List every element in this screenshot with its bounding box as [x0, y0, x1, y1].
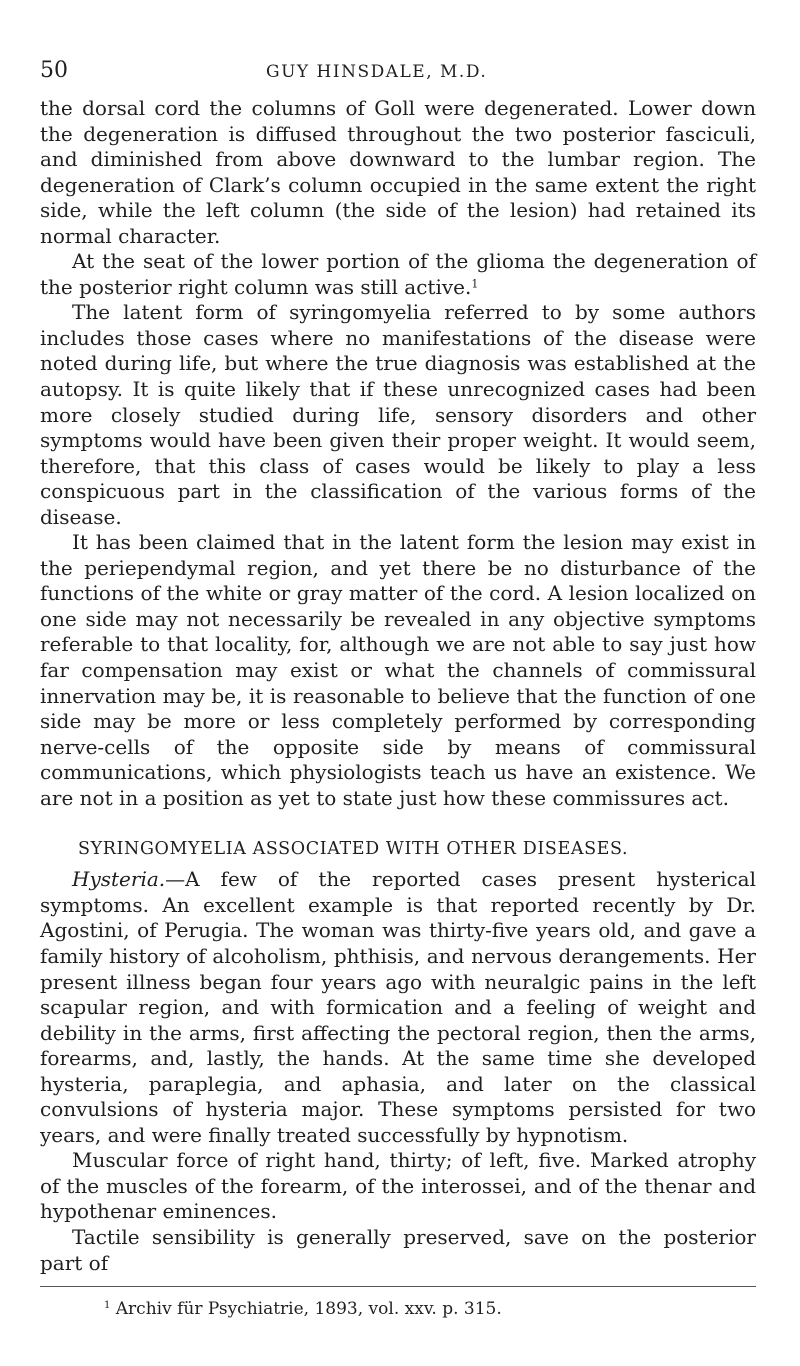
paragraph-tactile: Tactile sensibility is generally preserved, save on the posterior part of [40, 1224, 756, 1275]
paragraph-continued: the dorsal cord the columns of Goll were degenerated. Lower down the degeneration is diffused throughout the two posterior fasciculi, and diminished from above downward to the lumbar region. The degeneration of Clark’s column occupied in the same extent the right side, while the left column (the side of the lesion) had retained its normal character. [40, 96, 756, 248]
paragraph-muscular-force: Muscular force of right hand, thirty; of left, five. Marked atrophy of the muscles of the forearm, of the interossei, and of the thenar and hypothenar eminences. [40, 1148, 756, 1224]
paragraph-hysteria: Hysteria.—A few of the reported cases present hysterical symptoms. An excellent example is that reported recently by Dr. Agostini, of Perugia. The woman was thirty-five years old, and gave a family history of alcoholism, phthisis, and nervous derangements. Her present illness began four years ago with neuralgic pains in the left scapular region, and with formication and a feeling of weight and debility in the arms, first affecting the pectoral region, then the arms, forearms, and, lastly, the hands. At the same time she developed hysteria, paraplegia, and aphasia, and later on the classical convulsions of hysteria major. These symptoms persisted for two years, and were finally treated successfully by hypnotism. [40, 867, 756, 1147]
footnote-divider [40, 1286, 756, 1287]
footnote-reference: 1 [471, 277, 479, 291]
paragraph-latent-form: The latent form of syringomyelia referred to by some authors includes those cases where no manifestations of the disease were noted during life, but where the true diagnosis was established at the autopsy. It is quite likely that if these unrecognized cases had been more closely studied during life, sensory disorders and other symptoms would have been given their proper weight. It would seem, therefore, that this class of cases would be likely to play a less conspicuous part in the classification of the various forms of the disease. [40, 300, 756, 529]
running-header [40, 58, 756, 88]
book-page [40, 58, 756, 1321]
running-title: GUY HINSDALE, M.D. [266, 62, 488, 82]
body-text [40, 96, 756, 1276]
footnote-text: Archiv für Psychiatrie, 1893, vol. xxv. p. 315. [115, 1299, 502, 1320]
paragraph-periependymal: It has been claimed that in the latent form the lesion may exist in the periependymal region, and yet there be no disturbance of the functions of the white or gray matter of the cord. A lesion localized on one side may not necessarily be revealed in any objective symptoms referable to that locality, for, although we are not able to say just how far compensation may exist or what the channels of commissural innervation may be, it is reasonable to believe that the function of one side may be more or less completely performed by corresponding nerve-cells of the opposite side by means of commissural communications, which physiologists teach us have an existence. We are not in a position as yet to state just how these commissures act. [40, 530, 756, 810]
run-in-heading: Hysteria. [72, 867, 166, 892]
footnote [40, 1297, 756, 1321]
page-number: 50 [40, 58, 68, 83]
paragraph-glioma: At the seat of the lower portion of the glioma the degeneration of the posterior right column was still active.$^1$ [40, 249, 756, 299]
section-heading: SYRINGOMYELIA ASSOCIATED WITH OTHER DISEASES. [78, 839, 629, 860]
footnote-mark: 1 [104, 1300, 111, 1312]
